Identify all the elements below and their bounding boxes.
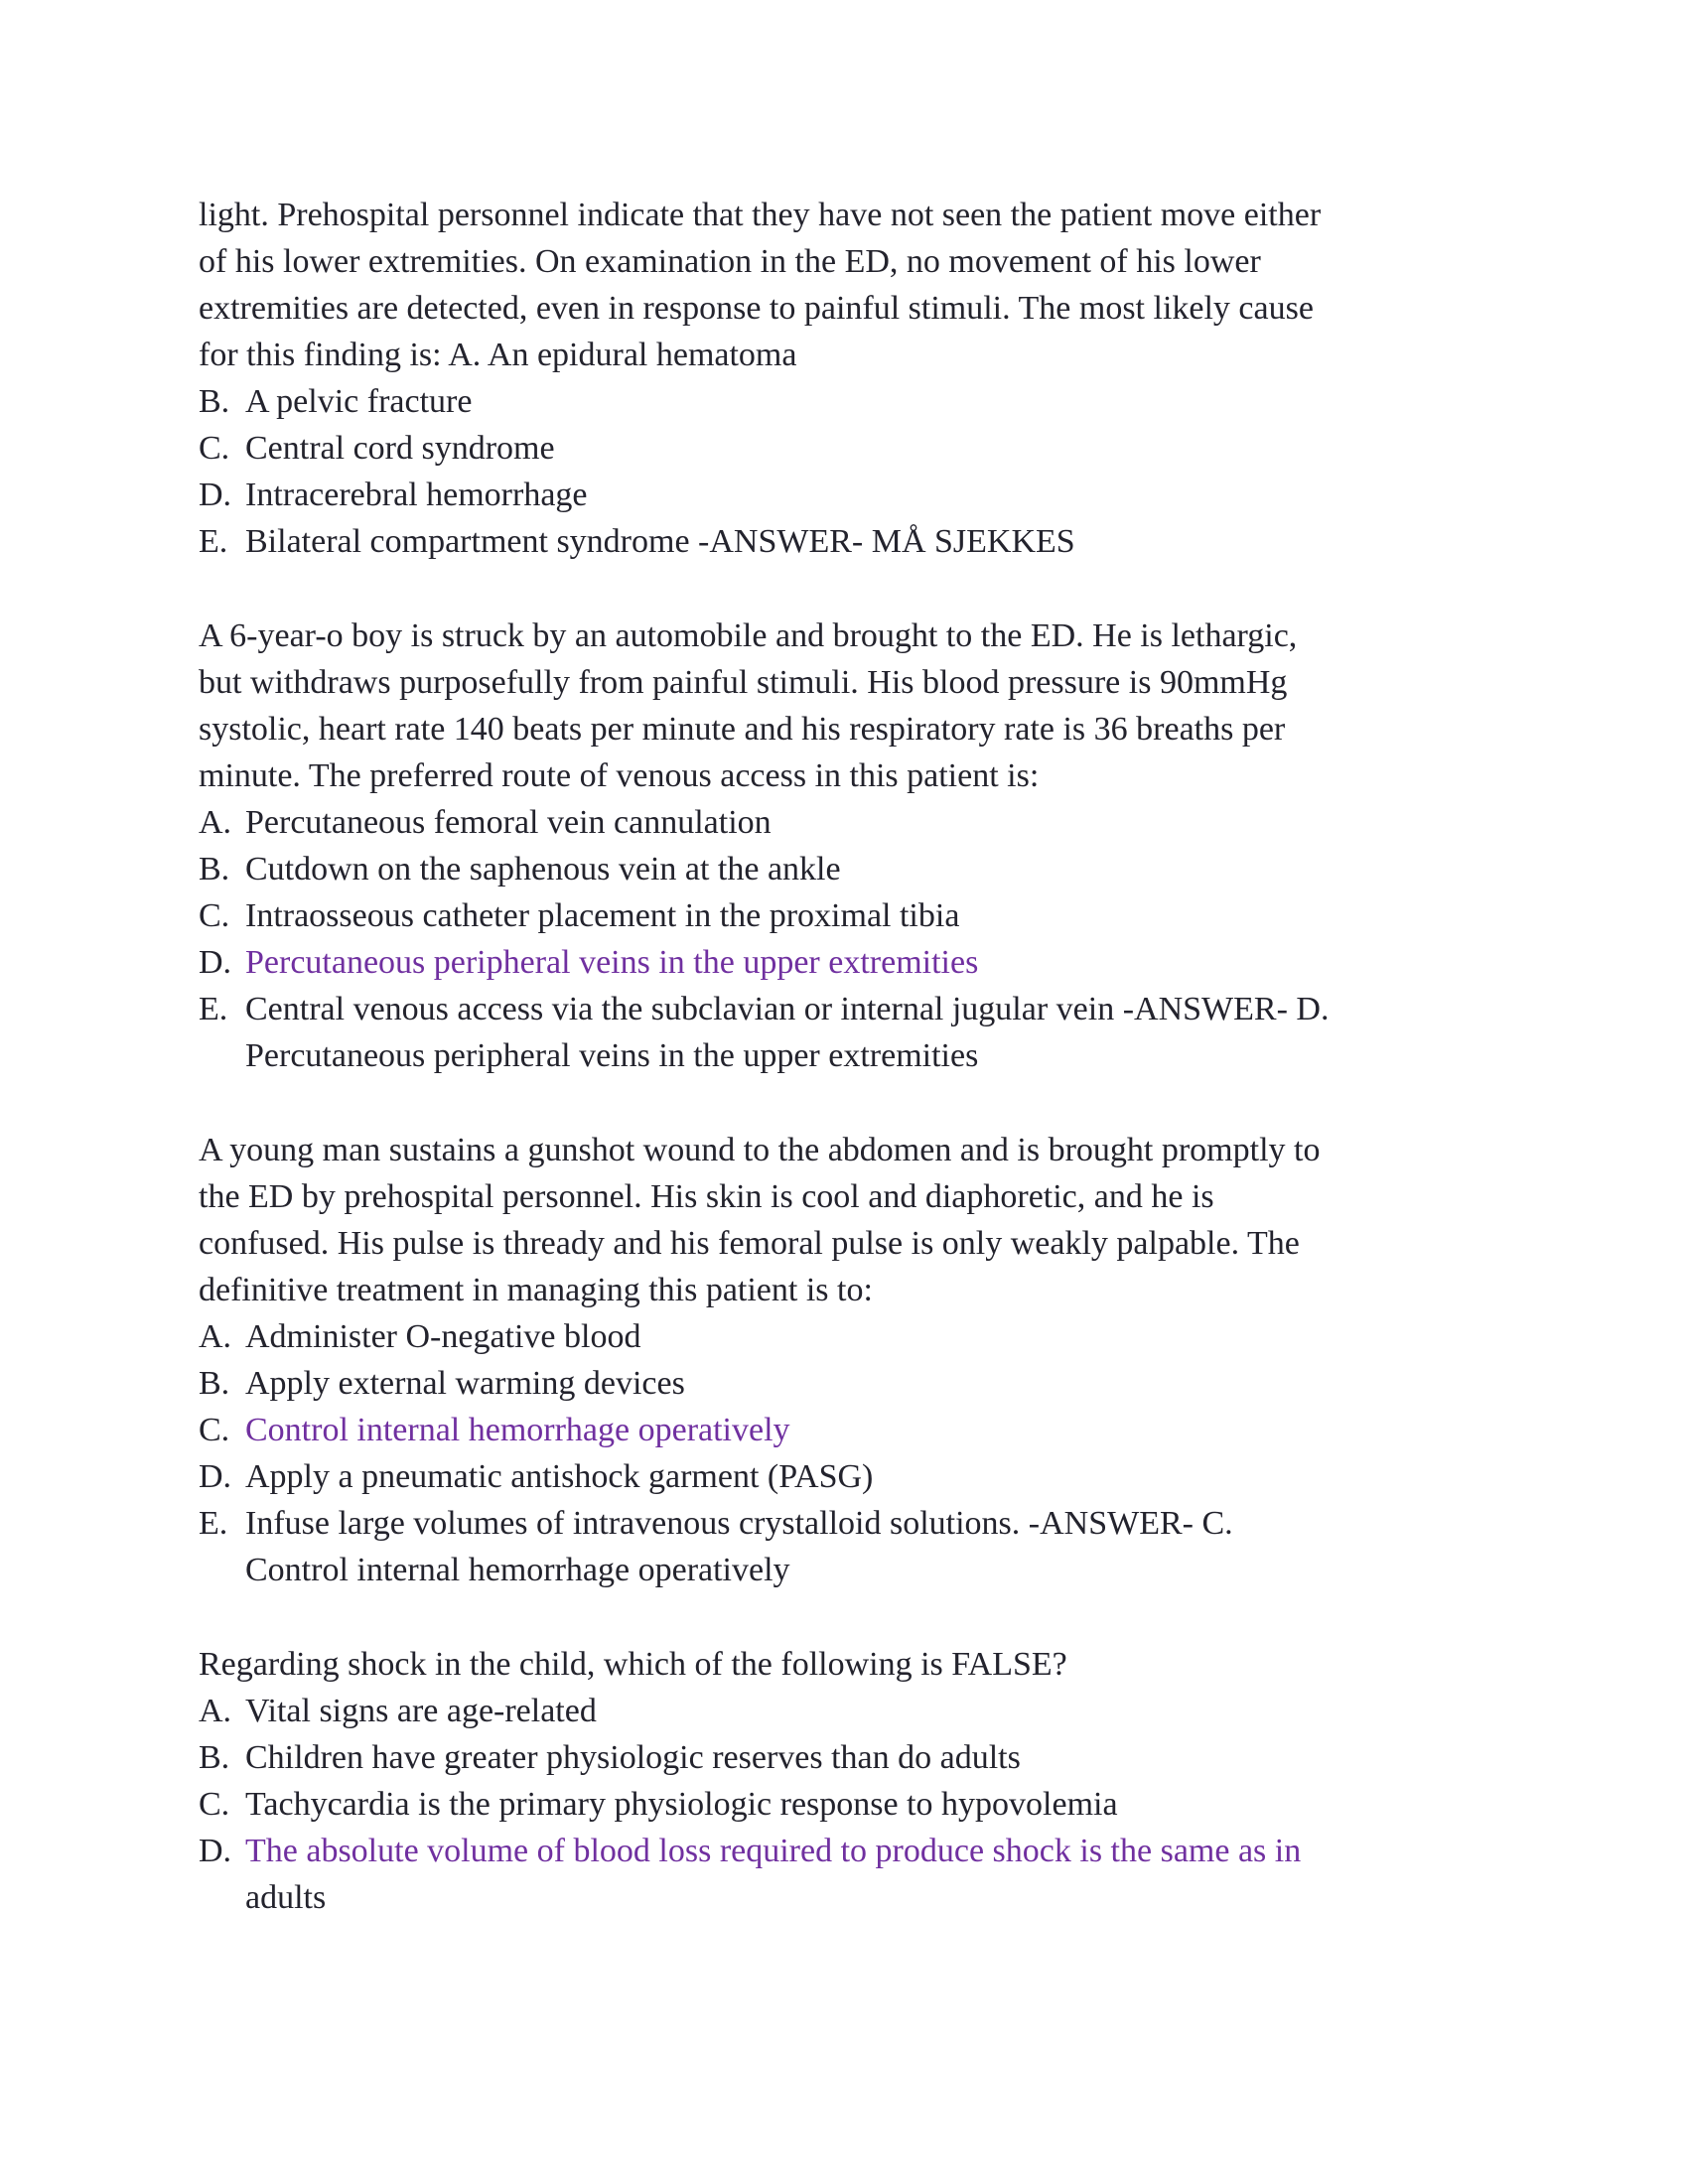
option-text xyxy=(245,804,772,841)
intro-line: light. Prehospital personnel indicate that they have not seen the patient move either xyxy=(199,197,1322,233)
intro-line: the ED by prehospital personnel. His skin is cool and diaphoretic, and he is xyxy=(199,1178,1214,1215)
option-text xyxy=(245,897,959,934)
question-intro xyxy=(199,1641,1489,1688)
intro-line: minute. The preferred route of venous access in this patient is: xyxy=(199,757,1040,794)
option-letter: E. xyxy=(199,523,228,560)
answer-option xyxy=(199,1688,1489,1734)
option-segment: Central cord syndrome xyxy=(245,430,555,467)
intro-line: A young man sustains a gunshot wound to the abdomen and is brought promptly to xyxy=(199,1132,1321,1168)
option-segment-highlighted: Control internal hemorrhage operatively xyxy=(245,1412,790,1448)
option-text xyxy=(245,1786,1118,1823)
option-text xyxy=(245,851,841,887)
option-segment: Administer O-negative blood xyxy=(245,1318,641,1355)
option-letter: B. xyxy=(199,1365,230,1402)
question-intro xyxy=(199,1127,1489,1313)
intro-line: confused. His pulse is thready and his femoral pulse is only weakly palpable. The xyxy=(199,1225,1300,1262)
answer-option xyxy=(199,846,1489,892)
option-text xyxy=(245,383,472,420)
option-letter: B. xyxy=(199,1739,230,1776)
document-content xyxy=(199,192,1489,1921)
option-text xyxy=(245,1833,1301,1916)
question-block xyxy=(199,613,1489,1079)
option-segment: Apply external warming devices xyxy=(245,1365,685,1402)
option-segment: Control internal hemorrhage operatively xyxy=(245,1552,790,1588)
answer-option xyxy=(199,799,1489,846)
option-letter: D. xyxy=(199,477,232,513)
option-letter: E. xyxy=(199,991,228,1027)
option-text xyxy=(245,523,1075,560)
option-text xyxy=(245,1318,640,1355)
option-segment: Children have greater physiologic reserves than do adults xyxy=(245,1739,1021,1776)
option-segment: Tachycardia is the primary physiologic response to hypovolemia xyxy=(245,1786,1118,1823)
answer-option xyxy=(199,1313,1489,1360)
answer-option xyxy=(199,425,1489,472)
option-text xyxy=(245,1505,1233,1588)
option-text xyxy=(245,1412,790,1448)
option-letter: A. xyxy=(199,804,232,841)
intro-line: definitive treatment in managing this patient is to: xyxy=(199,1272,873,1308)
intro-line: of his lower extremities. On examination in the ED, no movement of his lower xyxy=(199,243,1261,280)
answer-option xyxy=(199,472,1489,518)
question-block xyxy=(199,1641,1489,1921)
answer-option xyxy=(199,1781,1489,1828)
option-text xyxy=(245,430,555,467)
intro-line: but withdraws purposefully from painful stimuli. His blood pressure is 90mmHg xyxy=(199,664,1288,701)
option-text xyxy=(245,477,588,513)
option-segment: Bilateral compartment syndrome -ANSWER- MÅ SJEKKES xyxy=(245,523,1075,560)
option-text xyxy=(245,1365,685,1402)
answer-option xyxy=(199,1734,1489,1781)
answer-option xyxy=(199,1828,1489,1921)
option-letter: B. xyxy=(199,383,230,420)
intro-line: systolic, heart rate 140 beats per minute and his respiratory rate is 36 breaths per xyxy=(199,711,1286,748)
intro-line: Regarding shock in the child, which of the following is FALSE? xyxy=(199,1646,1067,1683)
option-letter: C. xyxy=(199,430,230,467)
option-segment: A pelvic fracture xyxy=(245,383,473,420)
question-intro xyxy=(199,192,1489,378)
option-segment: Apply a pneumatic antishock garment (PASG) xyxy=(245,1458,874,1495)
option-segment: Vital signs are age-related xyxy=(245,1693,597,1729)
answer-option xyxy=(199,986,1489,1079)
option-letter: E. xyxy=(199,1505,228,1542)
option-segment: Intraosseous catheter placement in the proximal tibia xyxy=(245,897,960,934)
option-letter: B. xyxy=(199,851,230,887)
answer-option xyxy=(199,1453,1489,1500)
option-segment-highlighted: Percutaneous peripheral veins in the upper extremities xyxy=(245,944,979,981)
option-text xyxy=(245,1458,873,1495)
option-letter: D. xyxy=(199,1458,232,1495)
answer-option xyxy=(199,892,1489,939)
option-text xyxy=(245,1739,1021,1776)
intro-line: extremities are detected, even in response to painful stimuli. The most likely cause xyxy=(199,290,1314,327)
question-block xyxy=(199,192,1489,565)
option-segment: Percutaneous femoral vein cannulation xyxy=(245,804,772,841)
option-letter: C. xyxy=(199,897,230,934)
option-letter: D. xyxy=(199,944,232,981)
option-segment: adults xyxy=(245,1879,327,1916)
option-text xyxy=(245,991,1329,1074)
answer-option xyxy=(199,1500,1489,1593)
option-segment: Intracerebral hemorrhage xyxy=(245,477,588,513)
option-segment: Cutdown on the saphenous vein at the ankle xyxy=(245,851,841,887)
answer-option xyxy=(199,1407,1489,1453)
question-block xyxy=(199,1127,1489,1593)
option-letter: C. xyxy=(199,1786,230,1823)
option-letter: C. xyxy=(199,1412,230,1448)
option-letter: A. xyxy=(199,1693,232,1729)
answer-option xyxy=(199,939,1489,986)
option-segment: Infuse large volumes of intravenous crystalloid solutions. -ANSWER- C. xyxy=(245,1505,1233,1542)
option-letter: A. xyxy=(199,1318,232,1355)
answer-option xyxy=(199,378,1489,425)
option-text xyxy=(245,1693,597,1729)
option-segment: Percutaneous peripheral veins in the upper extremities xyxy=(245,1037,979,1074)
option-letter: D. xyxy=(199,1833,232,1869)
intro-line: for this finding is: A. An epidural hematoma xyxy=(199,337,797,373)
option-text xyxy=(245,944,978,981)
answer-option xyxy=(199,1360,1489,1407)
option-segment-highlighted: The absolute volume of blood loss required to produce shock is the same as in xyxy=(245,1833,1302,1869)
intro-line: A 6-year-o boy is struck by an automobile and brought to the ED. He is lethargic, xyxy=(199,617,1298,654)
question-intro xyxy=(199,613,1489,799)
answer-option xyxy=(199,518,1489,565)
option-segment: Central venous access via the subclavian or internal jugular vein -ANSWER- D. xyxy=(245,991,1330,1027)
